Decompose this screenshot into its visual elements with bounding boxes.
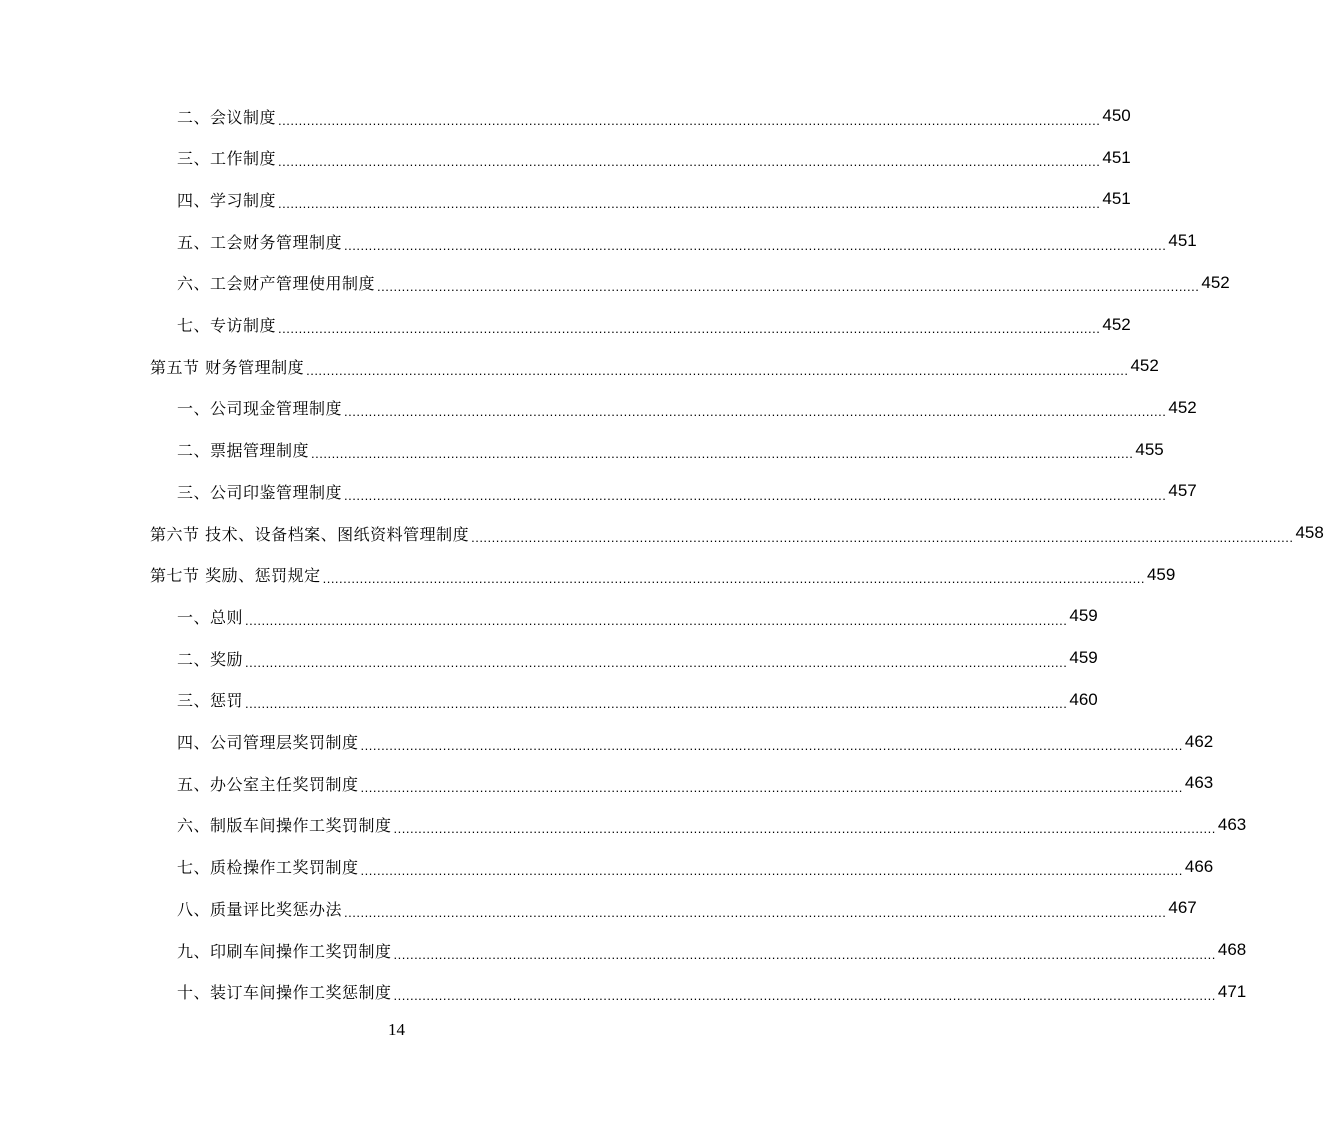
toc-entry-page-number: 452	[1201, 272, 1230, 292]
toc-entry-page-number: 459	[1146, 564, 1176, 584]
toc-entry-page-number: 463	[1217, 814, 1247, 834]
toc-entry-page-number: 467	[1168, 898, 1197, 918]
toc-entry-page-number: 451	[1102, 147, 1131, 167]
dot-leader: ........................................................................................................................................................................................................	[393, 946, 1216, 962]
toc-entry[interactable]	[177, 637, 1098, 679]
toc-entry-page-number: 466	[1184, 856, 1214, 876]
dot-leader: ........................................................................................................................................................................................................	[245, 696, 1068, 712]
toc-entry-title: 三、工作制度	[177, 149, 277, 169]
toc-entry[interactable]	[177, 846, 1214, 888]
toc-entry-page-number: 450	[1102, 106, 1131, 125]
dot-leader: ........................................................................................................................................................................................................	[393, 988, 1216, 1004]
toc-entry-page-number: 468	[1217, 940, 1247, 959]
toc-entry-page-number: 459	[1069, 606, 1098, 626]
toc-section-entry[interactable]	[150, 554, 1176, 596]
toc-entry-title: 八、质量评比奖惩办法	[177, 899, 343, 919]
dot-leader: ........................................................................................................................................................................................................	[245, 654, 1068, 670]
toc-entry-title: 第七节 奖励、惩罚规定	[150, 566, 321, 586]
dot-leader: ........................................................................................................................................................................................................	[393, 821, 1216, 837]
toc-entry[interactable]	[177, 679, 1098, 721]
page-number: 14	[388, 1020, 405, 1039]
toc-entry-page-number: 462	[1184, 731, 1214, 751]
dot-leader: ........................................................................................................................................................................................................	[344, 404, 1167, 420]
toc-entry-page-number: 452	[1168, 397, 1197, 417]
toc-entry-title: 二、奖励	[177, 649, 244, 669]
toc-entry-title: 二、票据管理制度	[177, 441, 310, 461]
toc-entry-title: 五、工会财务管理制度	[177, 232, 343, 252]
toc-entry[interactable]	[177, 178, 1131, 220]
toc-entry-page-number: 459	[1069, 648, 1098, 668]
toc-entry-title: 一、公司现金管理制度	[177, 399, 343, 419]
dot-leader: ........................................................................................................................................................................................................	[322, 571, 1145, 587]
dot-leader: ........................................................................................................................................................................................................	[360, 779, 1183, 795]
toc-entry-title: 十、装订车间操作工奖惩制度	[177, 983, 392, 1003]
toc-entry-page-number: 458	[1295, 523, 1324, 542]
dot-leader: ........................................................................................................................................................................................................	[245, 612, 1068, 628]
toc-section-entry[interactable]	[150, 512, 1324, 554]
dot-leader: ........................................................................................................................................................................................................	[377, 279, 1200, 295]
toc-entry[interactable]	[177, 762, 1214, 804]
dot-leader: ........................................................................................................................................................................................................	[344, 904, 1167, 920]
toc-entry[interactable]	[177, 137, 1131, 179]
dot-leader: ........................................................................................................................................................................................................	[306, 362, 1129, 378]
dot-leader: ........................................................................................................................................................................................................	[344, 487, 1167, 503]
toc-entry[interactable]	[177, 929, 1247, 971]
toc-entry-title: 二、会议制度	[177, 107, 277, 127]
dot-leader: ........................................................................................................................................................................................................	[278, 195, 1101, 211]
toc-entry-page-number: 457	[1168, 481, 1197, 501]
toc-entry[interactable]	[177, 971, 1247, 1013]
toc-entry-page-number: 452	[1130, 356, 1159, 376]
toc-entry-page-number: 463	[1184, 773, 1214, 793]
toc-entry-title: 第六节 技术、设备档案、图纸资料管理制度	[150, 524, 470, 544]
toc-entry-page-number: 471	[1217, 981, 1247, 1001]
toc-entry-title: 七、质检操作工奖罚制度	[177, 858, 359, 878]
toc-entry-title: 一、总则	[177, 607, 244, 627]
dot-leader: ........................................................................................................................................................................................................	[278, 112, 1101, 128]
toc-entry[interactable]	[177, 429, 1164, 471]
dot-leader: ........................................................................................................................................................................................................	[278, 321, 1101, 336]
toc-entry[interactable]	[177, 804, 1247, 846]
toc-section-entry[interactable]	[150, 345, 1159, 387]
toc-entry[interactable]	[177, 595, 1098, 637]
toc-entry-title: 三、公司印鉴管理制度	[177, 482, 343, 502]
toc-entry[interactable]	[177, 262, 1230, 304]
toc-entry[interactable]	[177, 220, 1197, 262]
dot-leader: ........................................................................................................................................................................................................	[278, 154, 1101, 170]
toc-entry-title: 第五节 财务管理制度	[150, 357, 305, 377]
toc-entry[interactable]	[177, 304, 1131, 346]
toc-entry-page-number: 452	[1102, 314, 1131, 334]
toc-entry-title: 四、公司管理层奖罚制度	[177, 733, 359, 752]
toc-entry[interactable]	[177, 95, 1131, 137]
toc-entry-title: 五、办公室主任奖罚制度	[177, 774, 359, 794]
toc-entry[interactable]	[177, 887, 1197, 929]
toc-entry-title: 六、工会财产管理使用制度	[177, 274, 376, 294]
toc-entry[interactable]	[177, 387, 1197, 429]
toc-entry-page-number: 451	[1102, 189, 1131, 209]
dot-leader: ........................................................................................................................................................................................................	[311, 446, 1134, 462]
toc-entry[interactable]	[177, 470, 1197, 512]
toc-entry-page-number: 451	[1168, 231, 1197, 251]
dot-leader: ........................................................................................................................................................................................................	[360, 863, 1183, 879]
toc-entry-title: 三、惩罚	[177, 691, 244, 711]
toc-entry-page-number: 455	[1135, 439, 1164, 459]
toc-entry[interactable]	[177, 721, 1214, 763]
toc-entry-title: 四、学习制度	[177, 190, 277, 210]
dot-leader: ........................................................................................................................................................................................................	[344, 237, 1167, 253]
dot-leader: ........................................................................................................................................................................................................	[360, 738, 1183, 753]
toc-entry-title: 九、印刷车间操作工奖罚制度	[177, 941, 392, 961]
toc-entry-title: 七、专访制度	[177, 316, 277, 335]
dot-leader: ........................................................................................................................................................................................................	[471, 529, 1294, 545]
toc-entry-title: 六、制版车间操作工奖罚制度	[177, 816, 392, 836]
toc-entry-page-number: 460	[1069, 689, 1098, 709]
